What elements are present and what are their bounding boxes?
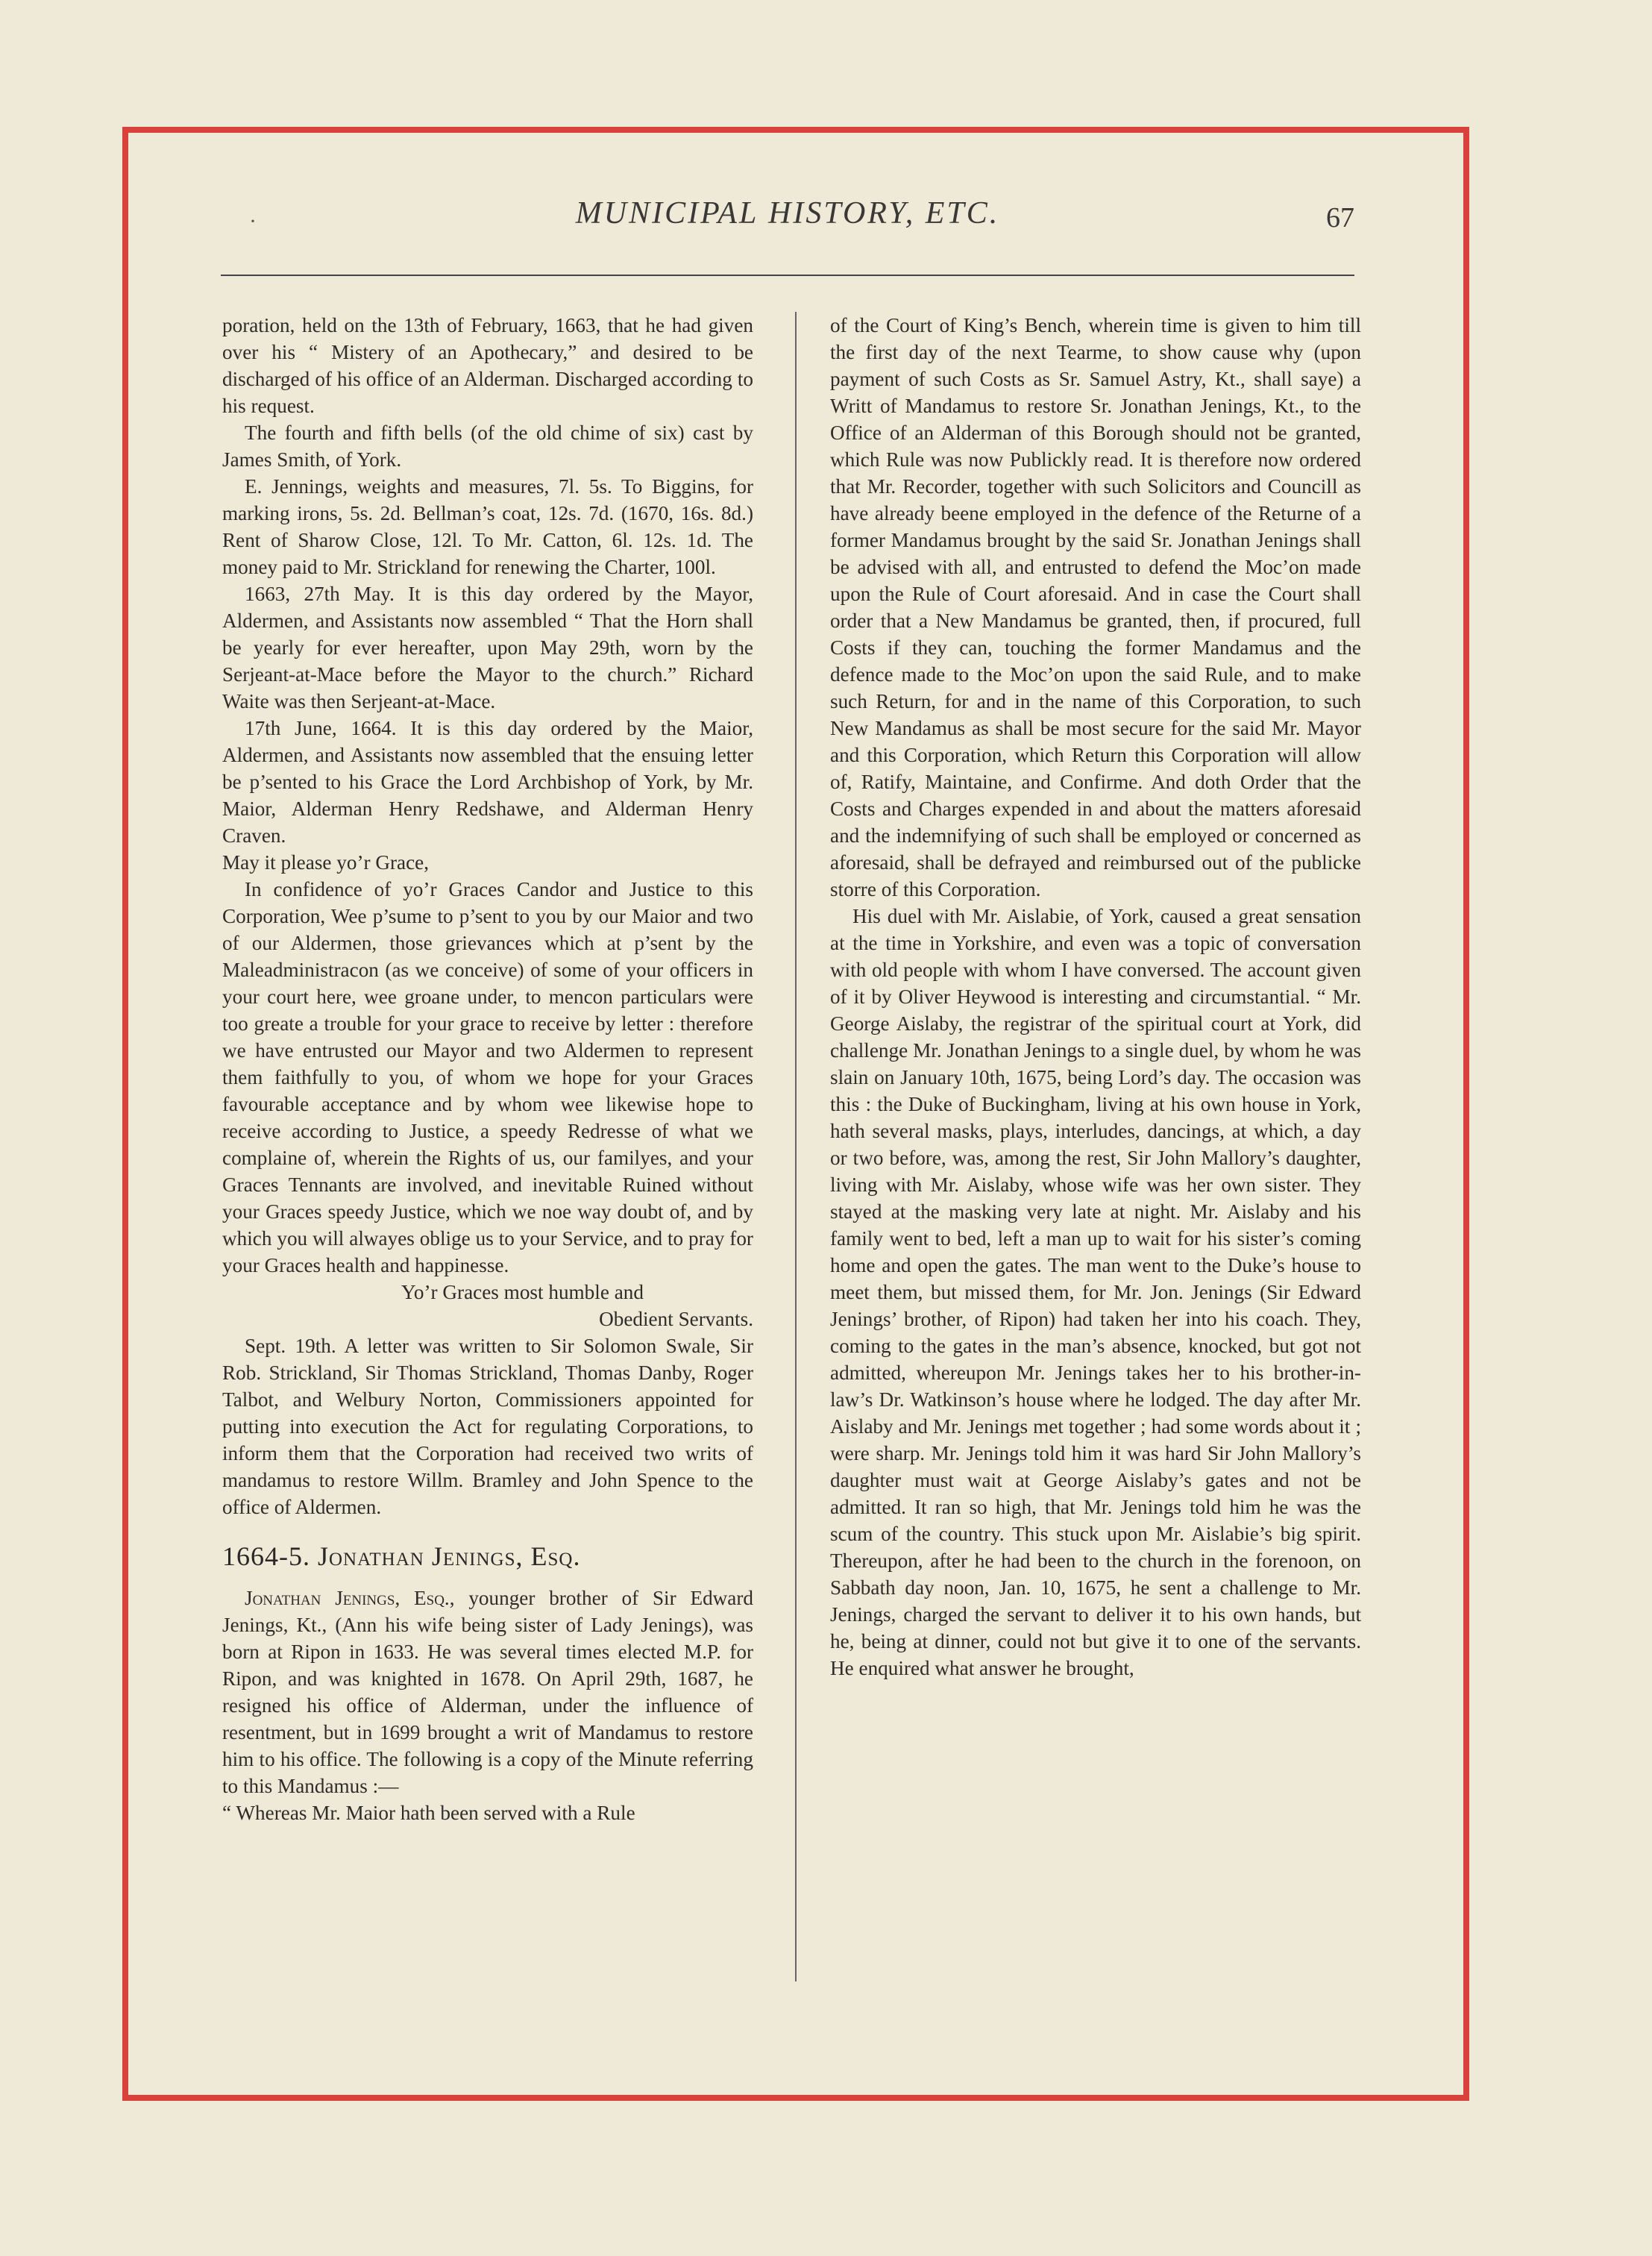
paragraph-lead: Jonathan Jenings, Esq. bbox=[245, 1587, 450, 1609]
letter-salutation: May it please yo’r Grace, bbox=[222, 851, 430, 874]
page-title: MUNICIPAL HISTORY, ETC. bbox=[575, 196, 1000, 231]
left-column bbox=[222, 312, 753, 1826]
paragraph: Sept. 19th. A letter was written to Sir Solomon Swale, Sir Rob. Strickland, Sir Thomas Strickland, Thomas Danby, Roger Talbot, and Welbury Norton, Commissioners appointed for putting into execution the Act for regulating Corporations, to inform them that the Corporation had received two writs of mandamus to restore Willm. Bramley and John Spence to the office of Aldermen. bbox=[222, 1335, 753, 1518]
paragraph: of the Court of King’s Bench, wherein time is given to him till the first day of the next Tearme, to show cause why (upon payment of such Costs as Sr. Samuel Astry, Kt., shall saye) a Writt of Mandamus to restore Sr. Jonathan Jenings, Kt., to the Office of an Alderman of this Borough should not be granted, which Rule was now Publickly read. It is therefore now ordered that Mr. Recorder, together with such Solicitors and Councill as have already beene employed in the defence of the Returne of a former Mandamus brought by the said Sr. Jonathan Jenings shall be advised with all, and entrusted to defend the Moc’on made upon the Rule of Court aforesaid. And in case the Court shall order that a New Mandamus be granted, then, if procured, full Costs if they can, touching the former Mandamus and the defence made to the Moc’on upon the said Rule, and to make such Return, for and in the name of this Corporation, to such New Mandamus as shall be most secure for the said Mr. Mayor and this Corporation, which Return this Corporation will allow of, Ratify, Maintaine, and Confirme. And doth Order that the Costs and Charges expended in and about the matters aforesaid and the indemnifying of such shall be employed or concerned as aforesaid, shall be defrayed and reimbursed out of the publicke storre of this Corporation. bbox=[830, 314, 1361, 900]
letter-signature: Obedient Servants. bbox=[599, 1308, 753, 1330]
paragraph: 17th June, 1664. It is this day ordered by the Maior, Aldermen, and Assistants now assembled that the ensuing letter be p’sented to his Grace the Lord Archbishop of York, by Mr. Maior, Alderman Henry Redshawe, and Alderman Henry Craven. bbox=[222, 717, 753, 847]
running-header bbox=[221, 195, 1354, 248]
section-heading: 1664-5. Jonathan Jenings, Esq. bbox=[222, 1541, 581, 1571]
paragraph-text: , younger brother of Sir Edward Jenings, Kt., (Ann his wife being sister of Lady Jenings), was born at Ripon in 1633. He was several times elected M.P. for Ripon, and was knighted in 1678. On April 29th, 1687, he resigned his office of Alderman, under the influence of resentment, but in 1699 brought a writ of Mandamus to restore him to his office. The following is a copy of the Minute referring to this Mandamus :— bbox=[222, 1587, 754, 1797]
letter-signoff: Yo’r Graces most humble and bbox=[401, 1281, 644, 1303]
header-rule bbox=[221, 275, 1354, 276]
paragraph: “ Whereas Mr. Maior hath been served with a Rule bbox=[222, 1802, 635, 1824]
paragraph: His duel with Mr. Aislabie, of York, caused a great sensation at the time in Yorkshire, and even was a topic of conversation with old people with whom I have conversed. The account given of it by Oliver Heywood is interesting and circumstantial. “ Mr. George Aislaby, the registrar of the spiritual court at York, did challenge Mr. Jonathan Jenings to a single duel, by whom he was slain on January 10th, 1675, being Lord’s day. The occasion was this : the Duke of Buckingham, living at his own house in York, hath several masks, plays, interludes, dancings, at which, a day or two before, was, among the rest, Sir John Mallory’s daughter, living with Mr. Aislaby, whose wife was her own sister. They stayed at the masking very late at night. Mr. Aislaby and his family went to bed, left a man up to wait for his sister’s coming home and open the gates. The man went to the Duke’s house to meet them, but missed them, for Mr. Jon. Jenings (Sir Edward Jenings’ brother, of Ripon) had taken her into his coach. They, coming to the gates in the man’s absence, knocked, but got not admitted, whereupon Mr. Jenings takes her to his brother-in-law’s Dr. Watkinson’s house where he lodged. The day after Mr. Aislaby and Mr. Jenings met together ; had some words about it ; were sharp. Mr. Jenings told him it was hard Sir John Mallory’s daughter must wait at George Aislaby’s gates and not be admitted. It ran so high, that Mr. Jenings told him he was the scum of the country. This stuck upon Mr. Aislabie’s big spirit. Thereupon, after he had been to the church in the forenoon, on Sabbath day noon, Jan. 10, 1675, he sent a challenge to Mr. Jenings, charged the servant to deliver it to his own hands, but he, being at dinner, could not but give it to one of the servants. He enquired what answer he brought, bbox=[830, 905, 1361, 1679]
letter-body: In confidence of yo’r Graces Candor and Justice to this Corporation, Wee p’sume to p’sent to you by our Maior and two of our Aldermen, those grievances which at p’sent by the Maleadministracon (as we conceive) of some of your officers in your court here, wee groane under, to mencon particulars were too greate a trouble for your grace to receive by letter : therefore we have entrusted our Mayor and two Aldermen to represent them faithfully to you, of whom we hope for your Graces favourable acceptance and by whom wee likewise hope to receive according to Justice, a speedy Redresse of what we complaine of, wherein the Rights of us, our familyes, and your Graces Tennants are involved, and inevitable Ruined without your Graces speedy Justice, which we noe way doubt of, and by which you will alwayes oblige us to your Service, and to pray for your Graces health and happinesse. bbox=[222, 878, 753, 1276]
header-dot: · bbox=[249, 209, 257, 234]
paragraph: poration, held on the 13th of February, 1663, that he had given over his “ Mistery of an Apothecary,” and desired to be discharged of his office of an Alderman. Discharged according to his request. bbox=[222, 314, 753, 417]
paragraph: The fourth and fifth bells (of the old chime of six) cast by James Smith, of York. bbox=[222, 422, 753, 471]
paragraph: 1663, 27th May. It is this day ordered by the Mayor, Aldermen, and Assistants now assembled “ That the Horn shall be yearly for ever hereafter, upon May 29th, worn by the Serjeant-at-Mace before the Mayor to the church.” Richard Waite was then Serjeant-at-Mace. bbox=[222, 583, 753, 712]
paragraph: E. Jennings, weights and measures, 7l. 5s. To Biggins, for marking irons, 5s. 2d. Bellman’s coat, 12s. 7d. (1670, 16s. 8d.) Rent of Sharow Close, 12l. To Mr. Catton, 6l. 12s. 1d. The money paid to Mr. Strickland for renewing the Charter, 100l. bbox=[222, 475, 753, 578]
right-column bbox=[830, 312, 1361, 1682]
page-number: 67 bbox=[1326, 202, 1354, 234]
column-divider bbox=[795, 312, 797, 1981]
paragraph bbox=[222, 1585, 753, 1799]
